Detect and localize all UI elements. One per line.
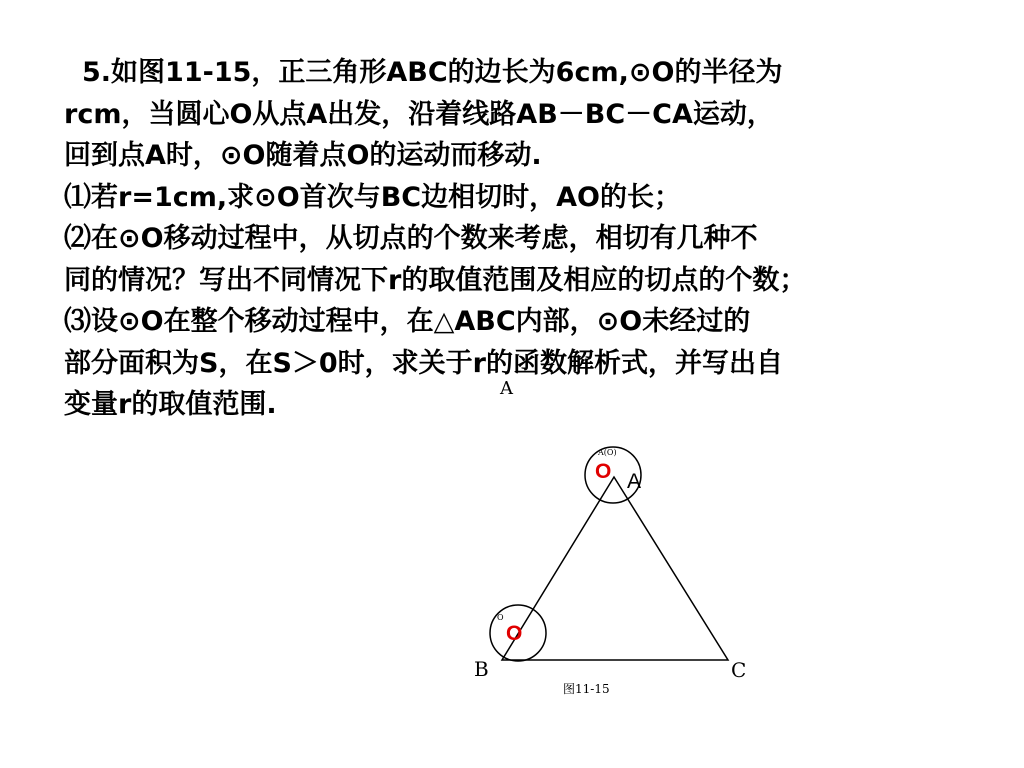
problem-line-1: 5.如图11-15，正三角形ABC的边长为6cm,⊙O的半径为 (82, 57, 783, 88)
label-o-small-mid: O (497, 613, 504, 622)
stray-label-a: A (500, 378, 513, 399)
triangle-abc (502, 477, 728, 660)
problem-line-5: ⑵在⊙O移动过程中，从切点的个数来考虑，相切有几种不 (64, 223, 758, 254)
label-a-top: A (627, 470, 642, 493)
problem-line-9: 变量r的取值范围. (64, 389, 277, 420)
figure-caption: 图11-15 (563, 682, 610, 696)
label-c: C (731, 658, 747, 682)
problem-line-2: rcm，当圆心O从点A出发，沿着线路AB－BC－CA运动， (64, 98, 774, 130)
label-a-o-small: A(O) (598, 448, 617, 457)
problem-line-6: 同的情况？写出不同情况下r的取值范围及相应的切点的个数； (64, 264, 807, 296)
problem-line-8: 部分面积为S，在S＞0时，求关于r的函数解析式，并写出自 (64, 347, 783, 379)
label-o-mid: O (506, 622, 523, 645)
label-o-top: O (595, 460, 612, 483)
label-b: B (474, 657, 489, 681)
problem-line-7: ⑶设⊙O在整个移动过程中，在△ABC内部，⊙O未经过的 (64, 306, 751, 337)
problem-line-4: ⑴若r=1cm,求⊙O首次与BC边相切时，AO的长； (64, 181, 681, 213)
problem-line-3: 回到点A时，⊙O随着点O的运动而移动. (64, 140, 542, 171)
